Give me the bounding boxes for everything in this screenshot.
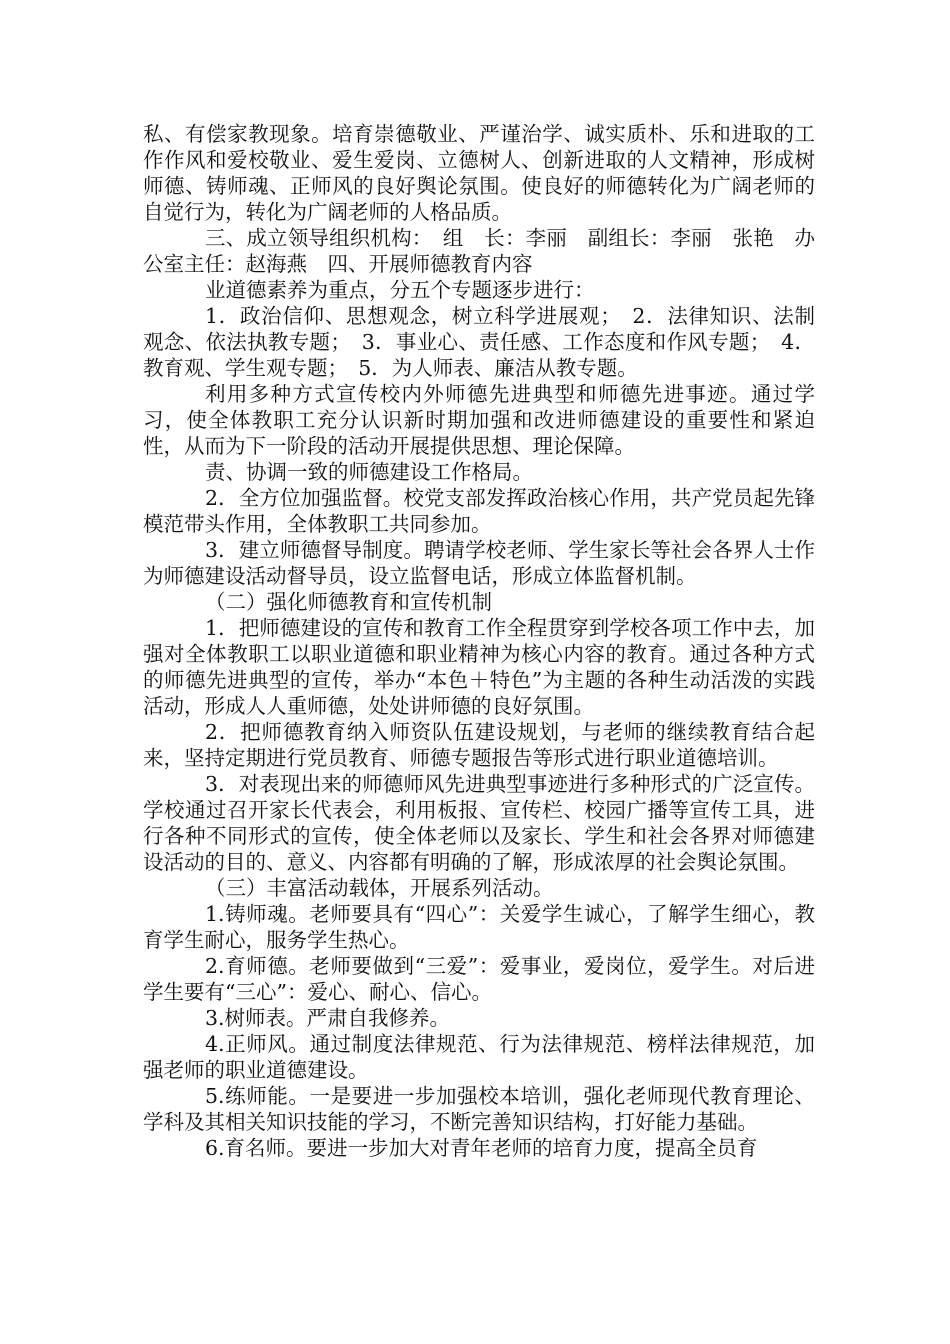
section-heading: （三）丰富活动载体，开展系列活动。: [205, 876, 554, 900]
paragraph: 业道德素养为重点，分五个专题逐步进行：: [205, 278, 595, 302]
paragraph-topics: 1．政治信仰、思想观念，树立科学进展观； 2．法律知识、法制观念、依法执教专题； 3．事业心、责任感、工作态度和作风专题； 4．教育观、学生观专题； 5．为人师表、廉洁从教专题。: [143, 304, 815, 380]
paragraph: 责、协调一致的师德建设工作格局。: [205, 460, 533, 484]
list-item: 2.育师德。老师要做到“三爱”：爱事业，爱岗位，爱学生。对后进学生要有“三心”：爱心、耐心、信心。: [143, 954, 815, 1004]
paragraph: 私、有偿家教现象。培育崇德敬业、严谨治学、诚实质朴、乐和进取的工作作风和爱校敬业、爱生爱岗、立德树人、创新进取的人文精神，形成树师德、铸师魂、正师风的良好舆论氛围。使良好的师德转化为广阔老师的自觉行为，转化为广阔老师的人格品质。: [143, 122, 815, 224]
paragraph: 3．建立师德督导制度。聘请学校老师、学生家长等社会各界人士作为师德建设活动督导员，设立监督电话，形成立体监督机制。: [143, 538, 815, 588]
list-item: 6.育名师。要进一步加大对青年老师的培育力度，提高全员育: [205, 1136, 758, 1160]
paragraph: 3．对表现出来的师德师风先进典型事迹进行多种形式的广泛宣传。学校通过召开家长代表会，利用板报、宣传栏、校园广播等宣传工具，进行各种不同形式的宣传，使全体老师以及家长、学生和社会各界对师德建设活动的目的、意义、内容都有明确的了解，形成浓厚的社会舆论氛围。: [143, 772, 815, 874]
paragraph: 利用多种方式宣传校内外师德先进典型和师德先进事迹。通过学习，使全体教职工充分认识新时期加强和改进师德建设的重要性和紧迫性，从而为下一阶段的活动开展提供思想、理论保障。: [143, 382, 815, 458]
list-item: 3.树师表。严肃自我修养。: [205, 1006, 451, 1030]
paragraph-leadership: 三、成立领导组织机构： 组 长：李丽 副组长：李丽 张艳 办公室主任：赵海燕 四、开展师德教育内容: [143, 226, 815, 276]
document-body: [143, 121, 815, 1161]
paragraph: 2．全方位加强监督。校党支部发挥政治核心作用，共产党员起先锋模范带头作用，全体教职工共同参加。: [143, 486, 815, 536]
paragraph: 1．把师德建设的宣传和教育工作全程贯穿到学校各项工作中去，加强对全体教职工以职业道德和职业精神为核心内容的教育。通过各种方式的师德先进典型的宣传，举办“本色＋特色”为主题的各种生动活泼的实践活动，形成人人重师德，处处讲师德的良好氛围。: [143, 616, 815, 718]
list-item: 1.铸师魂。老师要具有“四心”：关爱学生诚心，了解学生细心，教育学生耐心，服务学生热心。: [143, 902, 815, 952]
list-item: 4.正师风。通过制度法律规范、行为法律规范、榜样法律规范，加强老师的职业道德建设。: [143, 1032, 815, 1082]
section-heading: （二）强化师德教育和宣传机制: [205, 590, 492, 614]
list-item: 5.练师能。一是要进一步加强校本培训，强化老师现代教育理论、学科及其相关知识技能的学习，不断完善知识结构，打好能力基础。: [143, 1084, 815, 1134]
paragraph: 2．把师德教育纳入师资队伍建设规划，与老师的继续教育结合起来，坚持定期进行党员教育、师德专题报告等形式进行职业道德培训。: [143, 720, 815, 770]
